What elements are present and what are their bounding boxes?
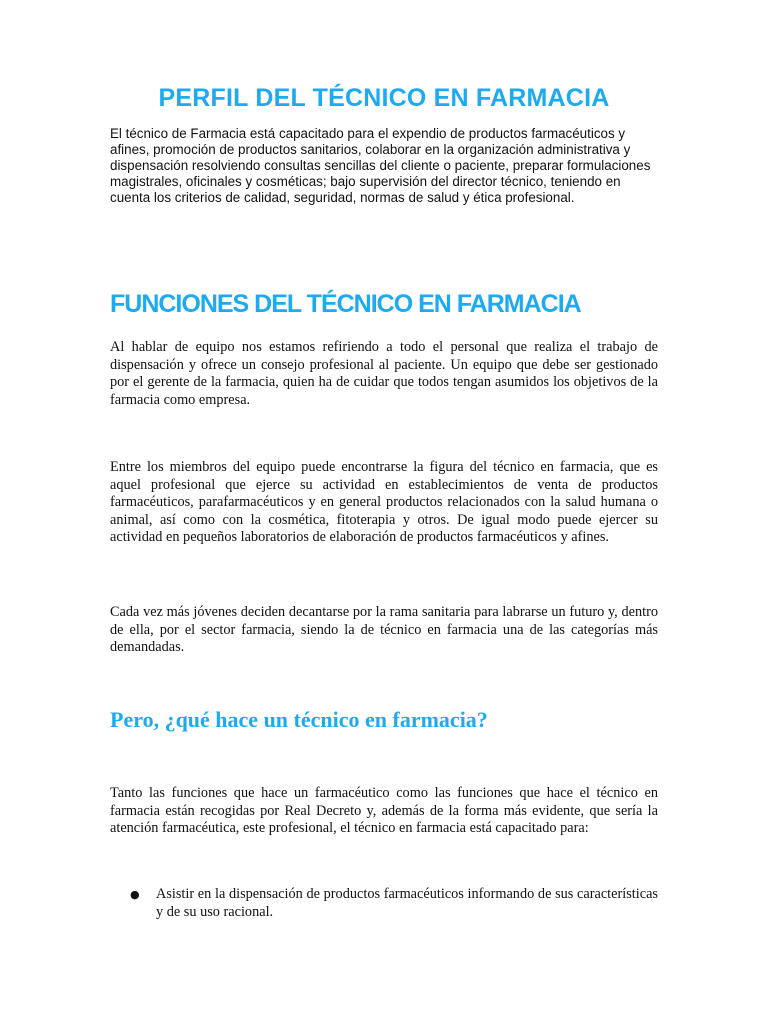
paragraph-functions: Tanto las funciones que hace un farmacéutico como las funciones que hace el técnico en farmacia están recogidas por Real Decreto y, además de la forma más evidente, que sería la atención farmacéutica, este profesional, el técnico en farmacia está capacitado para: [110,785,658,837]
intro-paragraph: El técnico de Farmacia está capacitado para el expendio de productos farmacéuticos y afines, promoción de productos sanitarios, colaborar en la organización administrativa y dispensación resolviendo consultas sencillas del cliente o paciente, preparar formulaciones magistrales, oficinales y cosméticas; bajo supervisión del director técnico, teniendo en cuenta los criterios de calidad, seguridad, normas de salud y ética profesional. [110,126,651,205]
list-item-text: Asistir en la dispensación de productos farmacéuticos informando de sus características y de su uso racional. [156,886,658,920]
paragraph-technician: Entre los miembros del equipo puede encontrarse la figura del técnico en farmacia, que es aquel profesional que ejerce su actividad en establecimientos de venta de productos farmacéuticos, parafarmacéuticos y en general productos relacionados con la salud humana o animal, así como con la cosmética, fitoterapia y otros. De igual modo puede ejercer su actividad en pequeños laboratorios de elaboración de productos farmacéuticos y afines. [110,459,658,546]
question-heading: Pero, ¿qué hace un técnico en farmacia? [110,707,488,732]
document-title: PERFIL DEL TÉCNICO EN FARMACIA [158,84,610,112]
paragraph-team: Al hablar de equipo nos estamos refiriendo a todo el personal que realiza el trabajo de dispensación y ofrece un consejo profesional al paciente. Un equipo que debe ser gestionado por el gerente de la farmacia, quien ha de cuidar que todos tengan asumidos los objetivos de la farmacia como empresa. [110,339,658,408]
paragraph-demand: Cada vez más jóvenes deciden decantarse por la rama sanitaria para labrarse un futuro y, dentro de ella, por el sector farmacia, siendo la de técnico en farmacia una de las categorías más demandadas. [110,604,658,656]
bullet-icon: ● [130,888,140,901]
list-item [110,886,658,921]
section-heading: FUNCIONES DEL TÉCNICO EN FARMACIA [110,290,581,318]
